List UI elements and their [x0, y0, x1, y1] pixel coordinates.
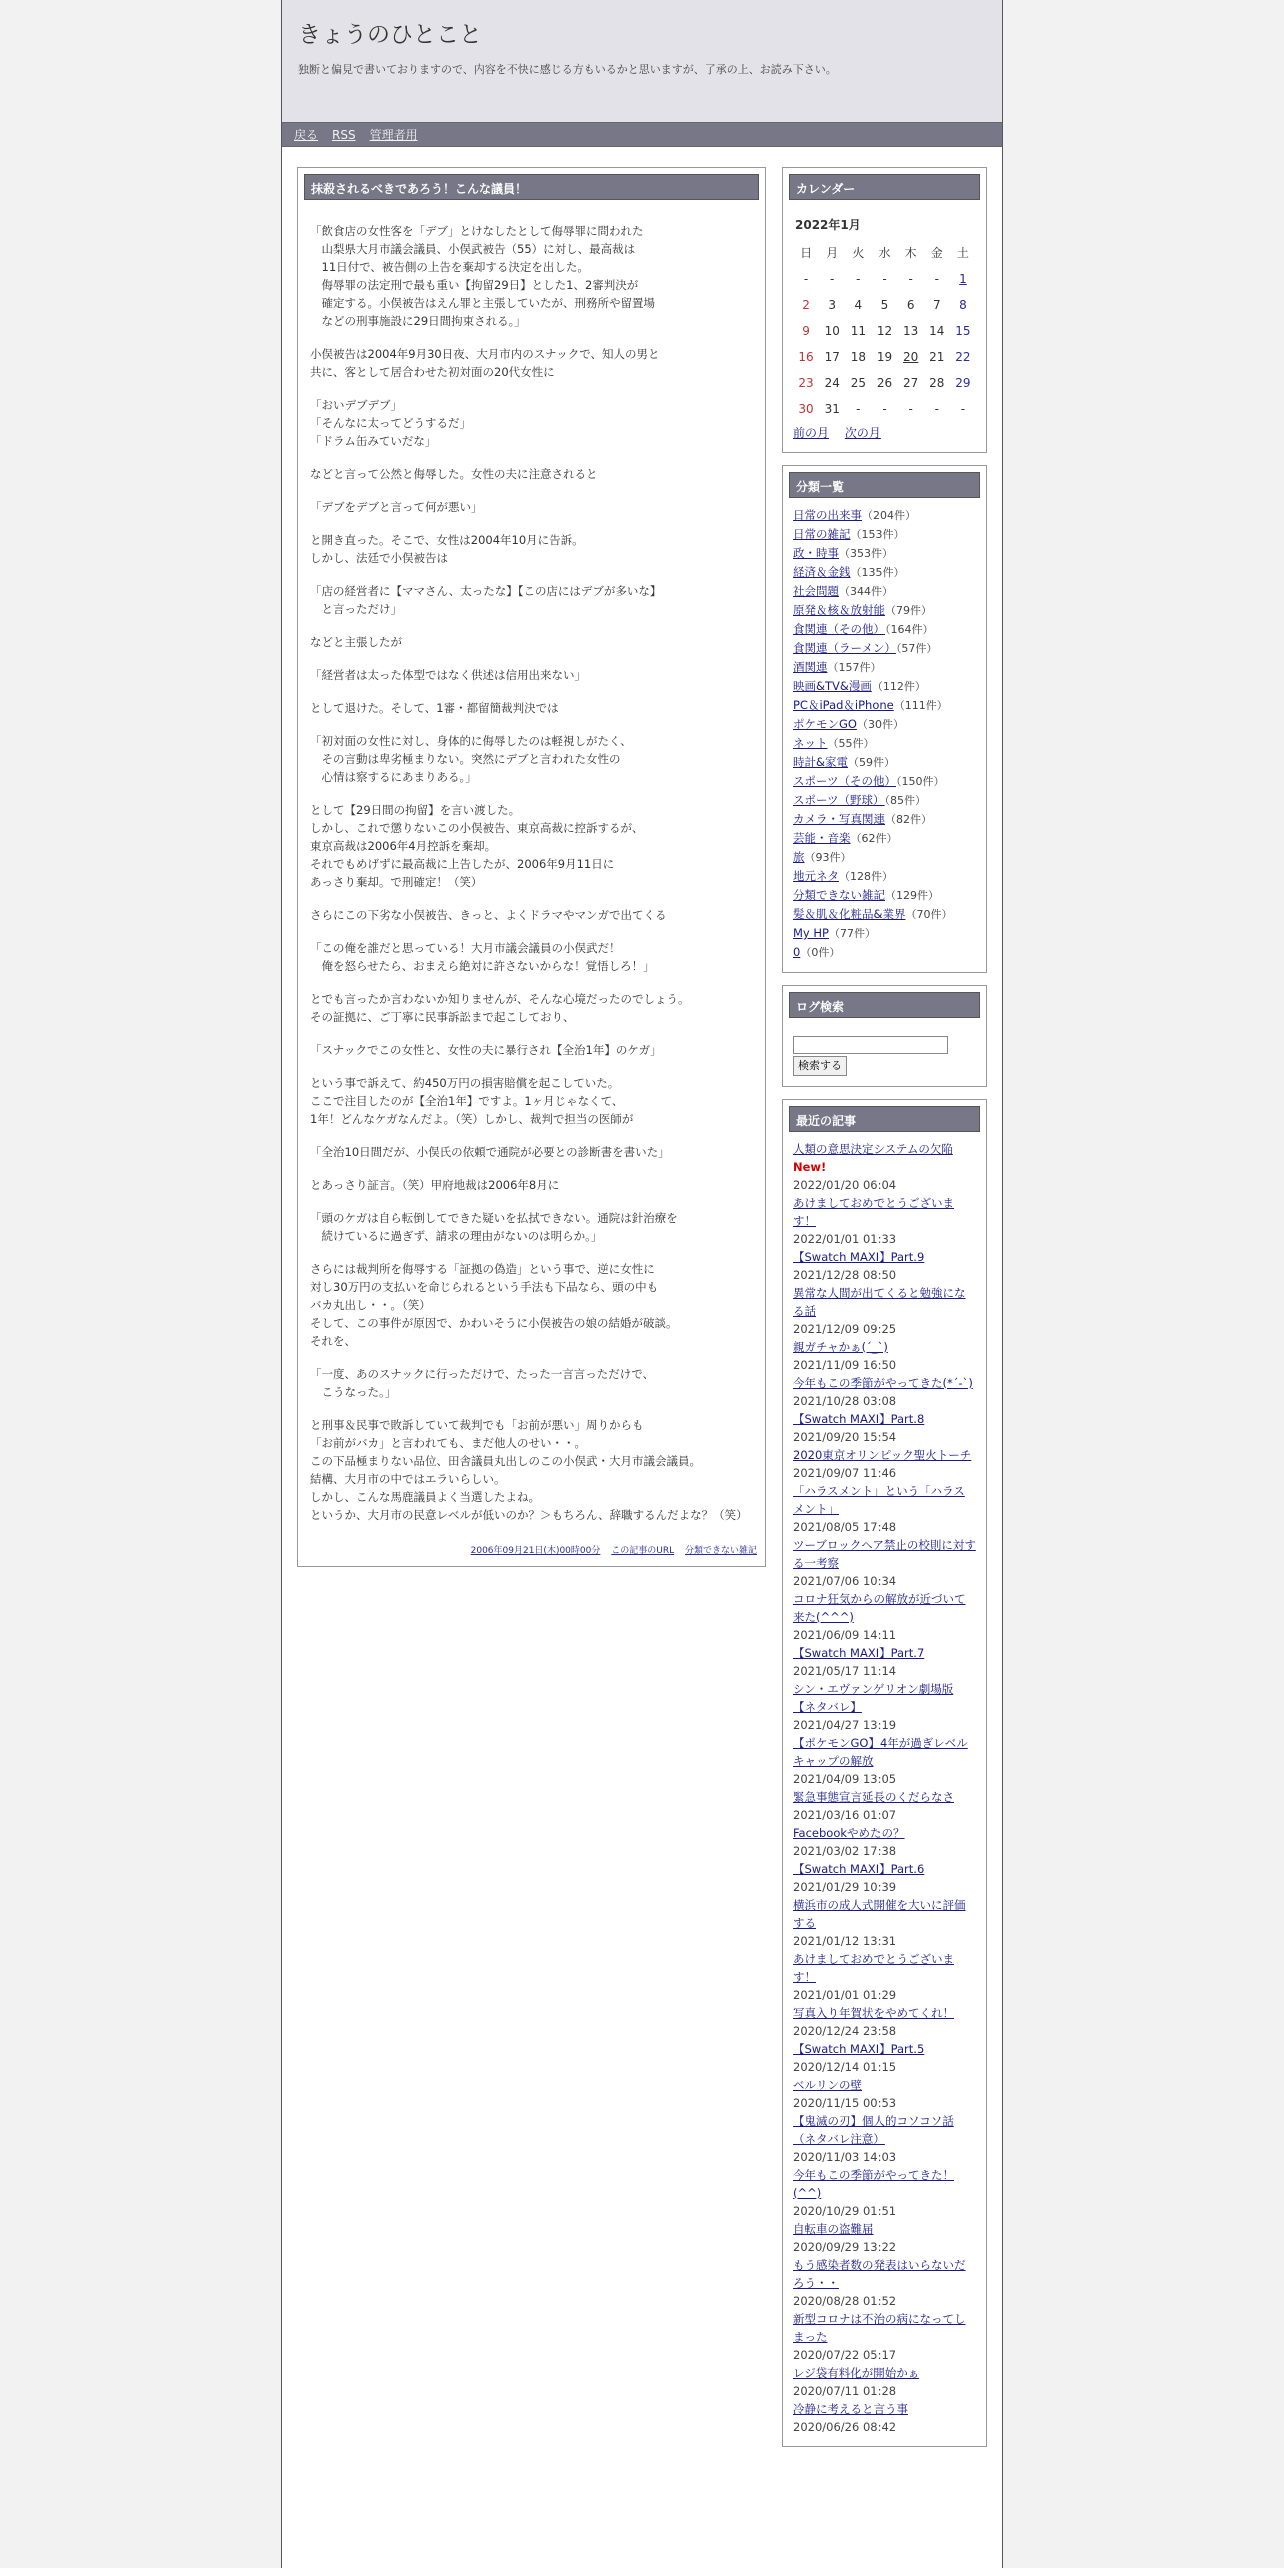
calendar-day: 18: [850, 350, 866, 364]
recent-post-date: 2021/04/09 13:05: [793, 1772, 897, 1786]
recent-item: [793, 1140, 976, 1176]
category-link[interactable]: スポーツ（その他）: [793, 774, 897, 788]
article-paragraph: という事で訴えて、約450万円の損害賠償を起こしていた。 ここで注目したのが【全治1年】ですよ。1ヶ月じゃなくて、 1年！どんなケガなんだよ。（笑）しかし、裁判で担当の医師が: [310, 1076, 634, 1126]
recent-post-link[interactable]: 2020東京オリンピック聖火トーチ: [793, 1448, 972, 1462]
category-count: （82件）: [885, 813, 932, 826]
new-badge: New!: [793, 1160, 827, 1174]
search-box: [782, 985, 987, 1087]
nav-admin-link[interactable]: 管理者用: [369, 128, 418, 142]
calendar-day: 7: [932, 298, 941, 312]
recent-item: [793, 2040, 976, 2058]
article-paragraph: として【29日間の拘留】を言い渡した。 しかし、これで懲りないこの小俣被告、東京高裁に控訴するが、 東京高裁は2006年4月控訴を棄却。 それでもめげずに最高裁に上告したが、2006年9月11日に あっさり棄却。で刑確定！（笑）: [310, 803, 644, 889]
category-count: （344件）: [839, 585, 893, 598]
recent-item: [793, 1788, 976, 1806]
calendar-day: 12: [876, 324, 893, 338]
recent-item: [793, 1680, 976, 1716]
calendar-day: 14: [929, 324, 945, 338]
calendar-day: -: [960, 402, 966, 416]
category-count: （93件）: [804, 851, 852, 864]
calendar-weekday: 火: [852, 246, 865, 260]
calendar-day: 11: [850, 324, 866, 338]
recent-item: [793, 1824, 976, 1842]
category-item: [793, 734, 976, 753]
article-body: [304, 200, 759, 1524]
recent-post-date: 2021/08/05 17:48: [793, 1520, 897, 1534]
category-item: [793, 544, 976, 563]
calendar-day: -: [803, 272, 809, 286]
article-paragraph: 「スナックでこの女性と、女性の夫に暴行され【全治1年】のケガ」: [310, 1043, 662, 1057]
search-button[interactable]: 検索する: [793, 1056, 847, 1076]
calendar-weekday: 木: [904, 246, 917, 260]
category-count: （129件）: [885, 889, 939, 902]
category-list: [789, 498, 980, 962]
search-title: ログ検索: [789, 992, 980, 1018]
calendar-day: 29: [955, 376, 971, 390]
recent-post-date: 2021/03/16 01:07: [793, 1808, 897, 1822]
recent-post-link[interactable]: 【Swatch MAXI】Part.5: [793, 2042, 925, 2056]
recent-post-date: 2020/07/11 01:28: [793, 2384, 897, 2398]
recent-item: [793, 1410, 976, 1428]
page: [281, 0, 1003, 2568]
recent-post-date: 2021/04/27 13:19: [793, 1718, 897, 1732]
recent-post-link[interactable]: 今年もこの季節がやってきた(*´-`): [793, 1376, 973, 1390]
recent-post-link[interactable]: あけましておめでとうございます！: [793, 1196, 954, 1228]
article-paragraph: 「おいデブデブ」 「そんなに太ってどうするだ」 「ドラム缶みていだな」: [310, 398, 471, 448]
calendar-day: 5: [880, 298, 889, 312]
category-count: （150件）: [896, 775, 945, 788]
site-description: 独断と偏見で書いておりますので、内容を不快に感じる方もいるかと思いますが、了承の上、お読み下さい。: [298, 63, 837, 76]
calendar-day: -: [882, 402, 887, 416]
recent-post-date: 2020/12/14 01:15: [793, 2060, 897, 2074]
category-link[interactable]: 0: [793, 945, 801, 959]
article-box: [297, 167, 766, 1567]
category-item: [793, 639, 976, 658]
recent-item: [793, 1644, 976, 1662]
calendar-weekday: 日: [800, 246, 813, 260]
calendar-nav: [793, 424, 976, 442]
calendar-day: 17: [824, 350, 840, 364]
recent-post-date: 2021/01/01 01:29: [793, 1988, 897, 2002]
recent-post-link[interactable]: 親ガチャかぁ(´_`): [793, 1340, 888, 1354]
article-paragraph: とあっさり証言。（笑）甲府地裁は2006年8月に: [310, 1178, 560, 1192]
recent-post-link[interactable]: Facebookやめたの？: [793, 1826, 905, 1840]
category-count: （111件）: [893, 699, 948, 712]
recent-post-date: 2021/10/28 03:08: [793, 1394, 897, 1408]
calendar-day: 19: [876, 350, 893, 364]
article-date-link[interactable]: 2006年09月21日(木)00時00分: [470, 1546, 601, 1556]
calendar-day: -: [830, 272, 835, 286]
recent-post-link[interactable]: 【鬼滅の刃】個人的コソコソ話（ネタバレ注意）: [793, 2114, 954, 2146]
calendar-day: 8: [959, 298, 967, 312]
category-item: [793, 677, 976, 696]
recent-post-date: 2021/03/02 17:38: [793, 1844, 897, 1858]
recent-item: [793, 1482, 976, 1518]
calendar-title: カレンダー: [789, 174, 980, 200]
calendar-day: -: [934, 402, 939, 416]
recent-post-date: 2020/10/29 01:51: [793, 2204, 897, 2218]
category-item: [793, 829, 976, 848]
category-link[interactable]: 髪＆肌＆化粧品&業界: [793, 907, 906, 921]
recent-post-date: 2021/11/09 16:50: [793, 1358, 897, 1372]
recent-item: [793, 2166, 976, 2202]
category-count: （59件）: [847, 756, 895, 769]
calendar-weekday: 月: [826, 246, 839, 260]
recent-post-date: 2022/01/01 01:33: [793, 1232, 897, 1246]
category-count: （204件）: [862, 509, 916, 522]
category-link[interactable]: 政・時事: [793, 546, 839, 560]
article-paragraph: とでも言ったか言わないか知りませんが、そんな心境だったのでしょう。 その証拠に、ご丁寧に民事訴訟まで起こしており、: [310, 992, 690, 1024]
calendar-weekday: 水: [878, 246, 891, 260]
calendar-day: 24: [824, 376, 840, 390]
article-paragraph: 「デブをデブと言って何が悪い」: [310, 500, 483, 514]
recent-post-link[interactable]: 今年もこの季節がやってきた！(^^): [793, 2168, 954, 2200]
recent-post-link[interactable]: ベルリンの壁: [793, 2078, 862, 2092]
article-permalink[interactable]: この記事のURL: [611, 1546, 675, 1556]
article-title: 抹殺されるべきであろう！こんな議員！: [304, 174, 759, 200]
calendar-day: -: [856, 402, 861, 416]
category-count: （55件）: [827, 737, 875, 750]
category-item: [793, 905, 976, 924]
article-footer: [304, 1539, 759, 1556]
category-link[interactable]: 食関連（ラーメン）: [793, 641, 896, 655]
category-link[interactable]: 日常の出来事: [793, 508, 862, 522]
calendar-day: 10: [824, 324, 840, 338]
calendar-day: 15: [955, 324, 971, 338]
calendar-day: [898, 344, 924, 370]
recent-post-date: 2022/01/20 06:04: [793, 1178, 897, 1192]
calendar-day: 28: [929, 376, 945, 390]
recent-item: [793, 1248, 976, 1266]
category-item: [793, 563, 976, 582]
article-paragraph: 「全治10日間だが、小俣氏の依頼で通院が必要との診断書を書いた」: [310, 1145, 670, 1159]
recent-title: 最近の記事: [789, 1106, 980, 1132]
category-link[interactable]: スポーツ（野球）: [793, 793, 885, 807]
header: [282, 0, 1002, 122]
article-paragraph: 「頭のケガは自ら転倒してできた疑いを払拭できない。通院は針治療を 続けているに過ぎず、請求の理由がないのは明らか。」: [310, 1211, 678, 1243]
calendar-day: 4: [854, 298, 863, 312]
category-count: （62件）: [850, 832, 898, 845]
article-paragraph: 「初対面の女性に対し、身体的に侮辱したのは軽視しがたく、 その言動は卑劣極まりない。突然にデブと言われた女性の 心情は察するにあまりある。」: [310, 734, 632, 784]
calendar-weekday: 金: [930, 246, 943, 260]
calendar-day: 31: [824, 402, 840, 416]
recent-post-link[interactable]: 写真入り年賀状をやめてくれ！: [793, 2006, 954, 2020]
calendar-day: 9: [802, 324, 810, 338]
category-count: （157件）: [827, 661, 882, 674]
category-link[interactable]: 日常の雑記: [793, 527, 851, 541]
category-item: [793, 601, 976, 620]
recent-item: [793, 1338, 976, 1356]
calendar-day: 23: [798, 376, 814, 390]
recent-post-link[interactable]: 人類の意思決定システムの欠陥: [793, 1142, 953, 1156]
recent-post-link[interactable]: あけましておめでとうございます！: [793, 1952, 954, 1984]
recent-item: [793, 1950, 976, 1986]
recent-post-date: 2021/07/06 10:34: [793, 1574, 897, 1588]
article-paragraph: 小俣被告は2004年9月30日夜、大月市内のスナックで、知人の男と 共に、客として居合わせた初対面の20代女性に: [310, 347, 660, 379]
calendar-day: -: [856, 272, 861, 286]
category-link[interactable]: 分類できない雑記: [793, 888, 885, 902]
category-item: [793, 658, 976, 677]
recent-item: [793, 2310, 976, 2346]
recent-post-date: 2021/05/17 11:14: [793, 1664, 897, 1678]
recent-item: [793, 2256, 976, 2292]
calendar-month: 2022年1月: [795, 218, 861, 232]
recent-item: [793, 1536, 976, 1572]
recent-post-link[interactable]: レジ袋有料化が開始かぁ: [793, 2366, 920, 2380]
recent-post-date: 2021/06/09 14:11: [793, 1628, 897, 1642]
calendar-prev-link[interactable]: 前の月: [793, 426, 830, 440]
recent-item: [793, 2220, 976, 2238]
recent-post-link[interactable]: 横浜市の成人式開催を大いに評価する: [793, 1898, 966, 1930]
recent-post-date: 2020/11/03 14:03: [793, 2150, 897, 2164]
calendar-day-link[interactable]: 1: [959, 272, 967, 286]
recent-box: [782, 1099, 987, 2447]
sidebar: [782, 167, 987, 2459]
calendar-table: [793, 240, 976, 422]
category-link[interactable]: 経済＆金銭: [793, 565, 851, 579]
category-count: （128件）: [839, 870, 893, 883]
recent-item: [793, 2400, 976, 2418]
calendar-day: 27: [902, 376, 919, 390]
category-box: [782, 465, 987, 973]
article-category-link[interactable]: 分類できない雑記: [684, 1546, 757, 1556]
category-count: （70件）: [905, 908, 953, 921]
calendar-day: -: [882, 272, 887, 286]
category-title: 分類一覧: [789, 472, 980, 498]
article-paragraph: さらにこの下劣な小俣被告、きっと、よくドラマやマンガで出てくる: [310, 908, 667, 922]
calendar-day: -: [934, 272, 939, 286]
category-count: （85件）: [884, 794, 927, 807]
article-paragraph: と刑事＆民事で敗訴していて裁判でも「お前が悪い」周りからも 「お前がバカ」と言われても、まだ他人のせい・・。 この下品極まりない品位、田舎議員丸出しのこの小俣武・大月市議会議員。 結構、大月市の中ではエラいらしい。 しかし、こんな馬鹿議員よく当選したよね。 というか、大月市の民意レベルが低いのか？＞もちろん、辞職するんだよな？（笑）: [310, 1418, 748, 1522]
category-link[interactable]: 社会問題: [793, 584, 839, 598]
recent-post-link[interactable]: ツーブロックヘア禁止の校則に対する一考察: [793, 1538, 976, 1570]
category-count: （0件）: [800, 946, 841, 959]
category-link[interactable]: 旅: [793, 850, 805, 864]
search-input[interactable]: [793, 1036, 948, 1054]
article-paragraph: などと主張したが: [310, 635, 402, 649]
calendar-day: 30: [798, 402, 814, 416]
category-item: [793, 772, 976, 791]
recent-item: [793, 1734, 976, 1770]
calendar-day: 21: [929, 350, 945, 364]
recent-item: [793, 1896, 976, 1932]
recent-post-link[interactable]: シン・エヴァンゲリオン劇場版【ネタバレ】: [793, 1682, 954, 1714]
recent-post-date: 2021/01/12 13:31: [793, 1934, 897, 1948]
category-item: [793, 696, 976, 715]
category-item: [793, 791, 976, 810]
calendar-day: 2: [802, 298, 810, 312]
recent-post-link[interactable]: もう感染者数の発表はいらないだろう・・: [793, 2258, 966, 2290]
category-item: [793, 886, 976, 905]
article-paragraph: と開き直った。そこで、女性は2004年10月に告訴。 しかし、法廷で小俣被告は: [310, 533, 584, 565]
recent-post-link[interactable]: 自転車の盗難届: [793, 2222, 874, 2236]
recent-post-link[interactable]: 冷静に考えると言う事: [793, 2402, 908, 2416]
category-item: [793, 943, 976, 962]
recent-post-link[interactable]: 【Swatch MAXI】Part.8: [793, 1412, 925, 1426]
category-link[interactable]: 映画&TV&漫画: [793, 679, 872, 693]
category-link[interactable]: My HP: [793, 926, 829, 940]
recent-item: [793, 1284, 976, 1320]
category-link[interactable]: カメラ・写真関連: [793, 812, 885, 826]
calendar-day: -: [908, 402, 913, 416]
category-link[interactable]: ネット: [793, 736, 828, 750]
recent-post-date: 2020/07/22 05:17: [793, 2348, 897, 2362]
recent-post-date: 2021/09/07 11:46: [793, 1466, 897, 1480]
recent-post-date: 2020/12/24 23:58: [793, 2024, 897, 2038]
category-link[interactable]: 原発＆核＆放射能: [793, 603, 885, 617]
nav-rss-link[interactable]: RSS: [332, 127, 356, 142]
category-item: [793, 867, 976, 886]
calendar-next-link[interactable]: 次の月: [844, 426, 881, 440]
category-count: （30件）: [856, 718, 904, 731]
recent-post-date: 2021/09/20 15:54: [793, 1430, 897, 1444]
category-item: [793, 924, 976, 943]
category-link[interactable]: 酒関連: [793, 660, 828, 674]
calendar-weekday: 土: [956, 246, 969, 260]
recent-item: [793, 2076, 976, 2094]
category-item: [793, 620, 976, 639]
article-paragraph: として退けた。そして、1審・都留簡裁判決では: [310, 701, 559, 715]
recent-post-link[interactable]: 異常な人間が出てくると勉強になる話: [793, 1286, 966, 1318]
category-link[interactable]: 食関連（その他）: [793, 622, 885, 636]
recent-post-link[interactable]: 【ポケモンGO】4年が過ぎレベルキャップの解放: [793, 1736, 968, 1768]
calendar-day: 16: [798, 350, 814, 364]
article-paragraph: 「飲食店の女性客を「デブ」とけなしたとして侮辱罪に問われた 山梨県大月市議会議員、小俣武被告（55）に対し、最高裁は 11日付で、被告側の上告を棄却する決定を出した。 侮辱罪の法定刑で最も重い【拘留29日】とした1、2審判決が 確定する。小俣被告はえん罪と主張していたが、刑務所や留置場 などの刑事施設に29日間拘束される。」: [310, 224, 655, 328]
recent-post-link[interactable]: コロナ狂気からの解放が近づいて来た(^^^): [793, 1592, 966, 1624]
category-count: （164件）: [885, 623, 934, 636]
recent-post-date: 2020/08/28 01:52: [793, 2294, 897, 2308]
article-paragraph: 「この俺を誰だと思っている！大月市議会議員の小俣武だ！ 俺を怒らせたら、おまえら絶対に許さないからな！覚悟しろ！」: [310, 941, 655, 973]
recent-post-link[interactable]: 新型コロナは不治の病になってしまった: [793, 2312, 966, 2344]
calendar-day: 3: [828, 298, 837, 312]
recent-post-date: 2021/01/29 10:39: [793, 1880, 897, 1894]
recent-post-date: 2020/09/29 13:22: [793, 2240, 897, 2254]
article-paragraph: などと言って公然と侮辱した。女性の夫に注意されると: [310, 467, 598, 481]
calendar-day: 22: [955, 350, 971, 364]
recent-item: [793, 1860, 976, 1878]
category-link[interactable]: ポケモンGO: [793, 717, 857, 731]
recent-post-date: 2021/12/28 08:50: [793, 1268, 897, 1282]
category-item: [793, 525, 976, 544]
recent-item: [793, 2364, 976, 2382]
recent-item: [793, 2112, 976, 2148]
category-item: [793, 582, 976, 601]
recent-item: [793, 1590, 976, 1626]
calendar-day: 6: [906, 298, 915, 312]
recent-list: [789, 1132, 980, 2436]
recent-item: [793, 1194, 976, 1230]
category-count: （57件）: [895, 642, 938, 655]
category-count: （77件）: [828, 927, 876, 940]
nav-back-link[interactable]: 戻る: [294, 128, 319, 142]
recent-item: [793, 1446, 976, 1464]
category-item: [793, 753, 976, 772]
calendar-day: 26: [876, 376, 893, 390]
recent-post-link[interactable]: 緊急事態宣言延長のくだらなさ: [793, 1790, 954, 1804]
recent-post-link[interactable]: 【Swatch MAXI】Part.9: [793, 1250, 925, 1264]
article-paragraph: 「店の経営者に【ママさん、太ったな】【この店にはデブが多いな】 と言っただけ」: [310, 584, 662, 616]
category-link[interactable]: PC＆iPad＆iPhone: [793, 698, 894, 712]
category-count: （153件）: [850, 528, 905, 541]
category-count: （135件）: [850, 566, 905, 579]
recent-post-date: 2020/06/26 08:42: [793, 2420, 897, 2434]
calendar-day: -: [908, 272, 913, 286]
category-item: [793, 848, 976, 867]
calendar-day: 25: [850, 376, 866, 390]
recent-post-link[interactable]: 「ハラスメント」という「ハラスメント」: [793, 1484, 965, 1516]
article-paragraph: さらには裁判所を侮辱する「証拠の偽造」という事で、逆に女性に 対し30万円の支払いを命じられるという手法も下品なら、頭の中も バカ丸出し・・。（笑） そして、この事件が原因で、かわいそうに小俣被告の娘の結婚が破談。 それを、: [310, 1262, 678, 1348]
recent-item: [793, 2004, 976, 2022]
calendar-day: [950, 266, 976, 292]
category-link[interactable]: 時計&家電: [793, 755, 848, 769]
recent-post-link[interactable]: 【Swatch MAXI】Part.6: [793, 1862, 925, 1876]
category-count: （112件）: [871, 680, 926, 693]
recent-post-link[interactable]: 【Swatch MAXI】Part.7: [793, 1646, 925, 1660]
calendar-day: 13: [902, 324, 919, 338]
recent-post-date: 2020/11/15 00:53: [793, 2096, 897, 2110]
site-title: きょうのひとこと: [298, 22, 482, 48]
category-item: [793, 506, 976, 525]
calendar-day-link[interactable]: 20: [902, 350, 919, 364]
recent-item: [793, 1374, 976, 1392]
recent-post-date: 2021/12/09 09:25: [793, 1322, 897, 1336]
article-paragraph: 「一度、あのスナックに行っただけで、たった一言言っただけで、 こうなった。」: [310, 1367, 655, 1399]
category-link[interactable]: 地元ネタ: [793, 869, 839, 883]
category-count: （79件）: [885, 604, 932, 617]
top-nav: [282, 122, 1002, 147]
category-item: [793, 810, 976, 829]
article-paragraph: 「経営者は太った体型ではなく供述は信用出来ない」: [310, 668, 586, 682]
category-count: （353件）: [839, 547, 893, 560]
calendar-box: [782, 167, 987, 453]
category-item: [793, 715, 976, 734]
category-link[interactable]: 芸能・音楽: [793, 831, 851, 845]
